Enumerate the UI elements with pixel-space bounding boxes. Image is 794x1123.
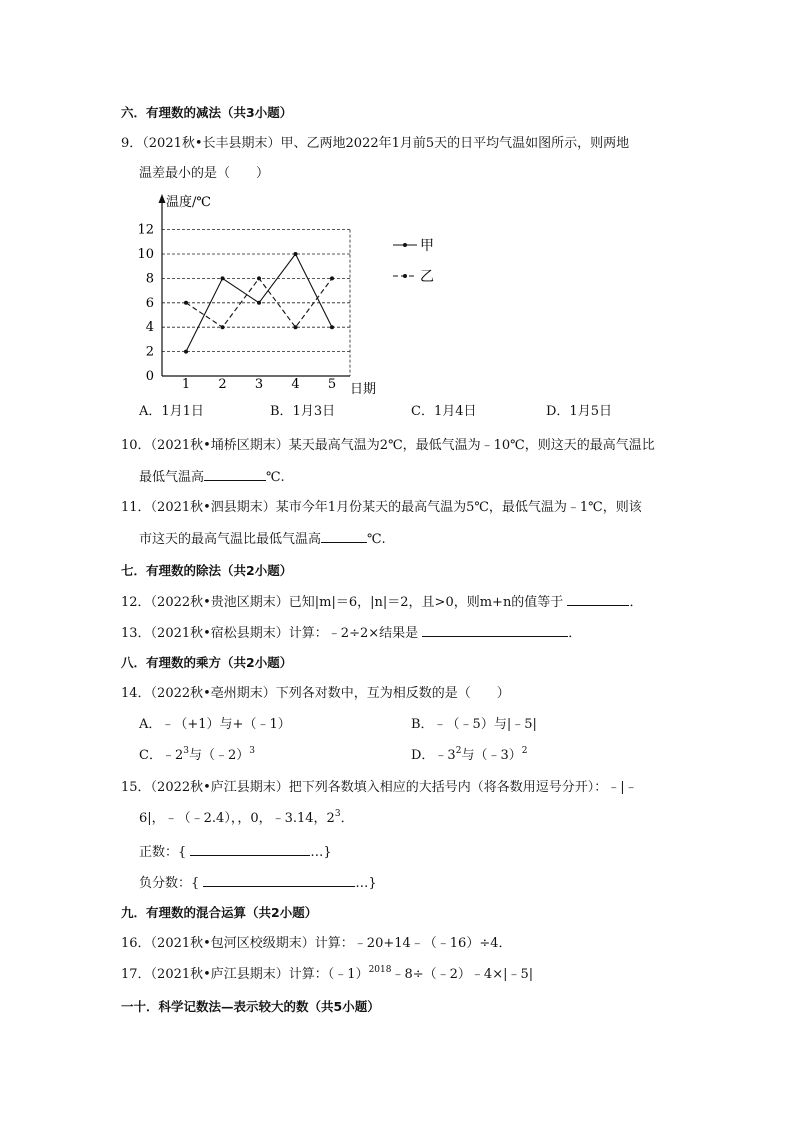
y-tick-label-2: 2 (145, 344, 154, 360)
q9-option-a: A．1月1日 (139, 404, 204, 419)
negative-fraction-answer-blank[interactable] (203, 872, 355, 887)
data-point-甲-4 (294, 252, 298, 256)
question-12-tail: ． (629, 595, 643, 610)
question-10-text: 最低气温高 (139, 470, 205, 485)
y-axis-label: 温度/℃ (166, 195, 211, 210)
question-14-stem: 14．（2022秋•亳州期末）下列各对数中，互为相反数的是（ ） (121, 686, 510, 701)
question-10-line2 (139, 466, 285, 488)
question-13-tail: ． (568, 626, 582, 641)
y-axis-arrow (159, 194, 166, 203)
q9-option-d: D．1月5日 (546, 404, 612, 419)
question-11-text: 市这天的最高气温比最低气温高 (139, 532, 322, 547)
x-tick-label-1: 1 (181, 377, 191, 392)
answer-blank[interactable] (422, 622, 568, 637)
data-point-甲-2 (221, 276, 225, 280)
data-point-乙-2 (221, 325, 225, 329)
section-heading-10: 一十．科学记数法—表示较大的数（共5小题） (121, 999, 380, 1014)
y-tick-label-6: 6 (145, 295, 154, 311)
data-point-乙-5 (330, 276, 334, 280)
negative-fraction-label: 负分数：{ (139, 876, 200, 891)
data-point-甲-1 (184, 350, 188, 354)
y-tick-label-4: 4 (145, 320, 154, 336)
y-tick-label-12: 12 (137, 222, 154, 238)
x-tick-label-4: 4 (291, 377, 300, 392)
q14-option-d: D．$﹣3^2$与（﹣3）$^2$ (411, 746, 528, 763)
data-point-乙-1 (184, 301, 188, 305)
question-12 (121, 591, 642, 613)
x-tick-label-3: 3 (254, 377, 264, 392)
question-9-line2: 温差最小的是（ ） (139, 166, 270, 181)
question-17: 17．（2021秋•庐江县期末）计算：（﹣1）$^{2018}$﹣8÷（﹣2）﹣4×|﹣5| (121, 965, 534, 982)
answer-blank[interactable] (567, 591, 629, 606)
y-tick-label-8: 8 (145, 271, 154, 287)
legend-label-甲: 甲 (420, 238, 434, 254)
negative-fractions-row: 负分数：{ …} (139, 872, 377, 894)
x-tick-label-2: 2 (218, 377, 227, 392)
question-15-line2: 6|，﹣（﹣2.4），，0，﹣3.14，$2^3$． (139, 809, 354, 826)
question-11-unit: ℃. (367, 532, 386, 547)
section-heading-6: 六．有理数的减法（共3小题） (121, 105, 293, 120)
question-10-line1: 10．（2021秋•埇桥区期末）某天最高气温为2℃，最低气温为﹣10℃，则这天的最高气温比 (121, 438, 655, 453)
data-point-甲-5 (330, 325, 334, 329)
question-13 (121, 622, 581, 644)
question-11-line2 (139, 528, 386, 550)
x-axis-label: 日期 (350, 382, 377, 397)
positive-label: 正数：{ (139, 845, 187, 860)
q14-option-a: A．﹣（+1）与+（﹣1） (139, 717, 291, 732)
question-11-line1: 11．（2021秋•泗县期末）某市今年1月份某天的最高气温为5℃，最低气温为﹣1℃，则该 (121, 500, 642, 515)
legend-marker-甲 (403, 243, 407, 247)
positive-numbers-row: 正数：{ …} (139, 841, 332, 863)
question-10-unit: ℃. (266, 470, 285, 485)
q14-option-b: B．﹣（﹣5）与|﹣5| (411, 717, 537, 732)
legend-label-乙: 乙 (420, 269, 434, 285)
q14-option-c: C．$﹣2^3$与（﹣2）$^3$ (139, 746, 255, 763)
section-heading-8: 八．有理数的乘方（共2小题） (121, 655, 293, 670)
q9-option-b: B．1月3日 (270, 404, 336, 419)
data-point-甲-3 (257, 301, 261, 305)
question-12-text: 12．（2022秋•贵池区期末）已知|m|＝6，|n|＝2，且>0，则m+n的值等于 (121, 595, 564, 610)
data-point-乙-3 (257, 276, 261, 280)
question-16: 16．（2021秋•包河区校级期末）计算：﹣20+14﹣（﹣16）÷4． (121, 936, 512, 951)
positive-answer-blank[interactable] (190, 841, 310, 856)
data-point-乙-4 (294, 325, 298, 329)
answer-blank[interactable] (204, 466, 266, 481)
x-tick-label-5: 5 (327, 377, 337, 392)
y-tick-label-0: 0 (145, 369, 154, 384)
section-heading-9: 九．有理数的混合运算（共2小题） (121, 905, 318, 920)
chart-grid (162, 230, 350, 376)
temperature-chart (130, 188, 450, 398)
q9-option-c: C．1月4日 (411, 404, 477, 419)
question-9-line1: 9．（2021秋•长丰县期末）甲、乙两地2022年1月前5天的日平均气温如图所示，则两地 (121, 136, 630, 151)
question-13-text: 13．（2021秋•宿松县期末）计算：﹣2÷2×结果是 (121, 626, 419, 641)
answer-blank[interactable] (321, 528, 367, 543)
question-15-line1: 15．（2022秋•庐江县期末）把下列各数填入相应的大括号内（将各数用逗号分开）：﹣|﹣ (121, 780, 638, 795)
legend-marker-乙 (403, 274, 407, 278)
section-heading-7: 七．有理数的除法（共2小题） (121, 563, 293, 578)
y-tick-label-10: 10 (137, 247, 154, 262)
